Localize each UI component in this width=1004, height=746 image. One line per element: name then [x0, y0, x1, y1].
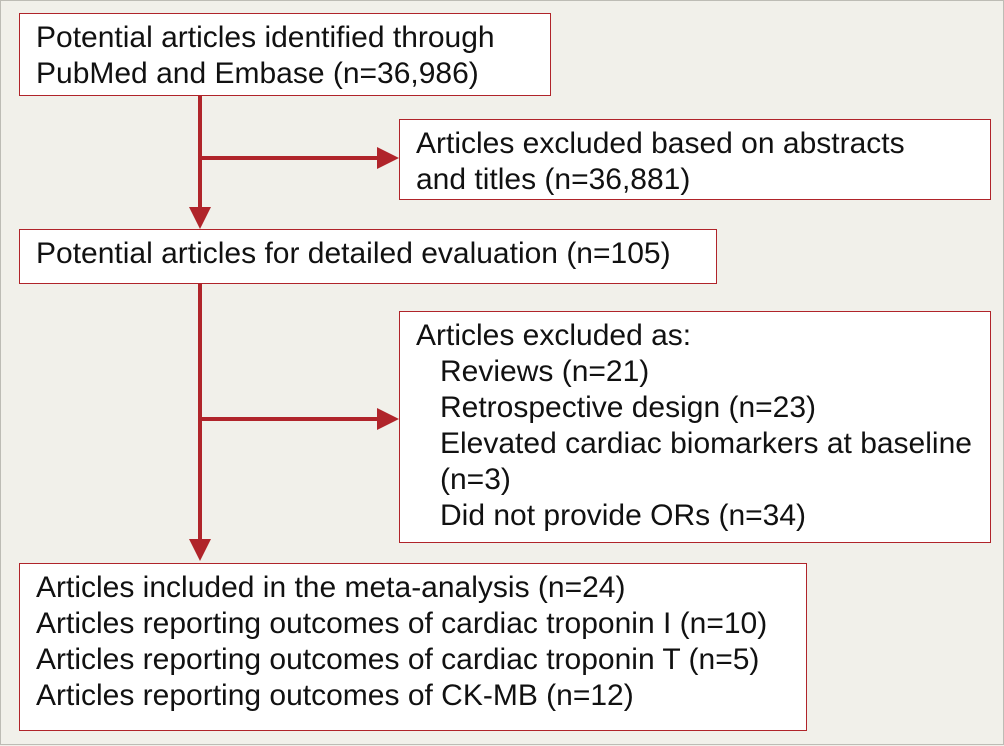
arrowhead-to-box5	[189, 539, 211, 561]
excluded-reasons-box	[399, 311, 991, 543]
included-line: Articles reporting outcomes of cardiac troponin T (n=5)	[36, 643, 760, 676]
excluded-abstracts-box	[399, 119, 991, 200]
excluded-reason-item: Elevated cardiac biomarkers at baseline	[440, 427, 972, 460]
excluded-reason-item: Retrospective design (n=23)	[440, 391, 817, 424]
detailed-evaluation-box	[19, 229, 717, 284]
detailed-evaluation-line: Potential articles for detailed evaluation (n=105)	[36, 237, 671, 270]
excluded-abstracts-line-1: Articles excluded based on abstracts	[416, 127, 905, 160]
included-articles-box	[19, 563, 807, 731]
excluded-abstracts-line-2: and titles (n=36,881)	[416, 163, 691, 196]
identified-line-1: Potential articles identified through	[36, 21, 495, 54]
identified-line-2: PubMed and Embase (n=36,986)	[36, 57, 479, 90]
included-line: Articles reporting outcomes of cardiac troponin I (n=10)	[36, 607, 768, 640]
arrowhead-to-box4	[377, 408, 399, 430]
identified-articles-box	[19, 13, 551, 96]
arrowhead-to-box3	[189, 207, 211, 229]
arrowhead-to-box2	[377, 147, 399, 169]
excluded-reason-item: Reviews (n=21)	[440, 355, 650, 388]
excluded-reason-item: Did not provide ORs (n=34)	[440, 499, 807, 532]
included-line: Articles reporting outcomes of CK-MB (n=12)	[36, 679, 634, 712]
included-line: Articles included in the meta-analysis (n=24)	[36, 571, 626, 604]
excluded-reason-item: (n=3)	[440, 463, 511, 496]
excluded-reasons-heading: Articles excluded as:	[416, 319, 692, 352]
